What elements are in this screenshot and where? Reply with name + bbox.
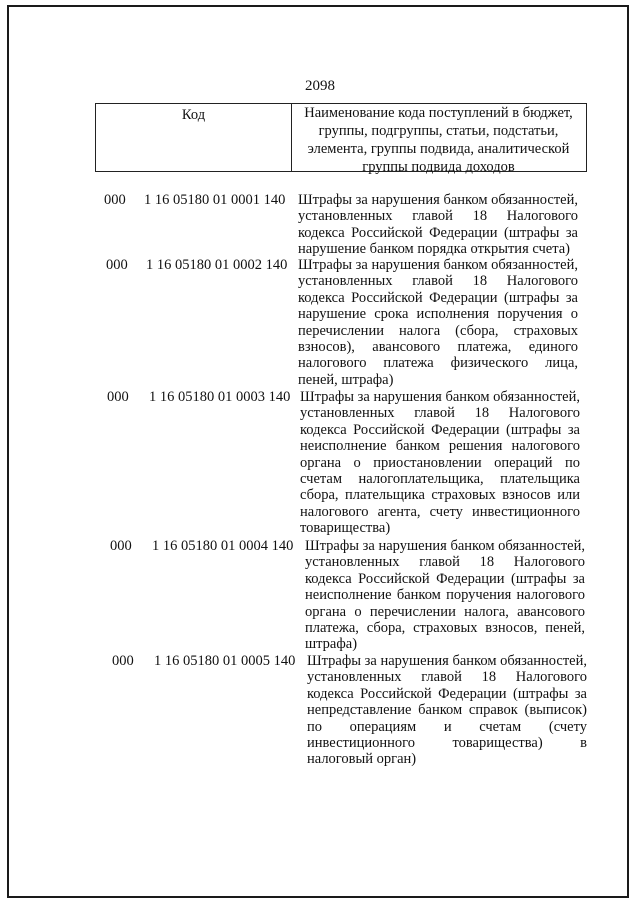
revenue-code: 1 16 05180 01 0004 140 (152, 538, 294, 554)
revenue-description: Штрафы за нарушения банком обязанностей, установленных главой 18 Налогового кодекса Российской Федерации (штрафы за неисполнение банком решения налогового органа о приостановлении операций по счетам налогоплательщика, плательщика сбора, плательщика страховых взносов или налогового агента, счету инвестиционного товарищества) (300, 389, 580, 537)
revenue-code: 1 16 05180 01 0005 140 (154, 653, 296, 669)
admin-code: 000 (107, 389, 129, 405)
admin-code: 000 (110, 538, 132, 554)
admin-code: 000 (106, 257, 128, 273)
revenue-description: Штрафы за нарушения банком обязанностей, установленных главой 18 Налогового кодекса Российской Федерации (штрафы за нарушение срока исполнения поручения о перечислении налога (сбора, страховых взносов), авансового платежа, единого налогового платежа физического лица, пеней, штрафа) (298, 257, 578, 388)
admin-code: 000 (104, 192, 126, 208)
header-code-label: Код (181, 107, 206, 123)
page-number: 2098 (305, 78, 335, 94)
revenue-code: 1 16 05180 01 0002 140 (146, 257, 288, 273)
revenue-code: 1 16 05180 01 0001 140 (144, 192, 286, 208)
admin-code: 000 (112, 653, 134, 669)
revenue-description: Штрафы за нарушения банком обязанностей, установленных главой 18 Налогового кодекса Российской Федерации (штрафы за неисполнение банком поручения налогового органа о перечислении налога, авансового платежа, сбора, страховых взносов, пеней, штрафа) (305, 538, 585, 653)
header-name-label: Наименование кода поступлений в бюджет, группы, подгруппы, статьи, подстатьи, элемента, группы подвида, аналитической группы подвида доходов (304, 105, 573, 175)
revenue-code: 1 16 05180 01 0003 140 (149, 389, 291, 405)
revenue-description: Штрафы за нарушения банком обязанностей, установленных главой 18 Налогового кодекса Российской Федерации (штрафы за нарушение банком порядка открытия счета) (298, 192, 578, 258)
table-header (95, 103, 587, 175)
column-divider (291, 104, 292, 171)
revenue-description: Штрафы за нарушения банком обязанностей, установленных главой 18 Налогового кодекса Российской Федерации (штрафы за непредставление банком справок (выписок) по операциям и счетам (счету инвестиционного товарищества) в налоговый орган) (307, 653, 587, 768)
